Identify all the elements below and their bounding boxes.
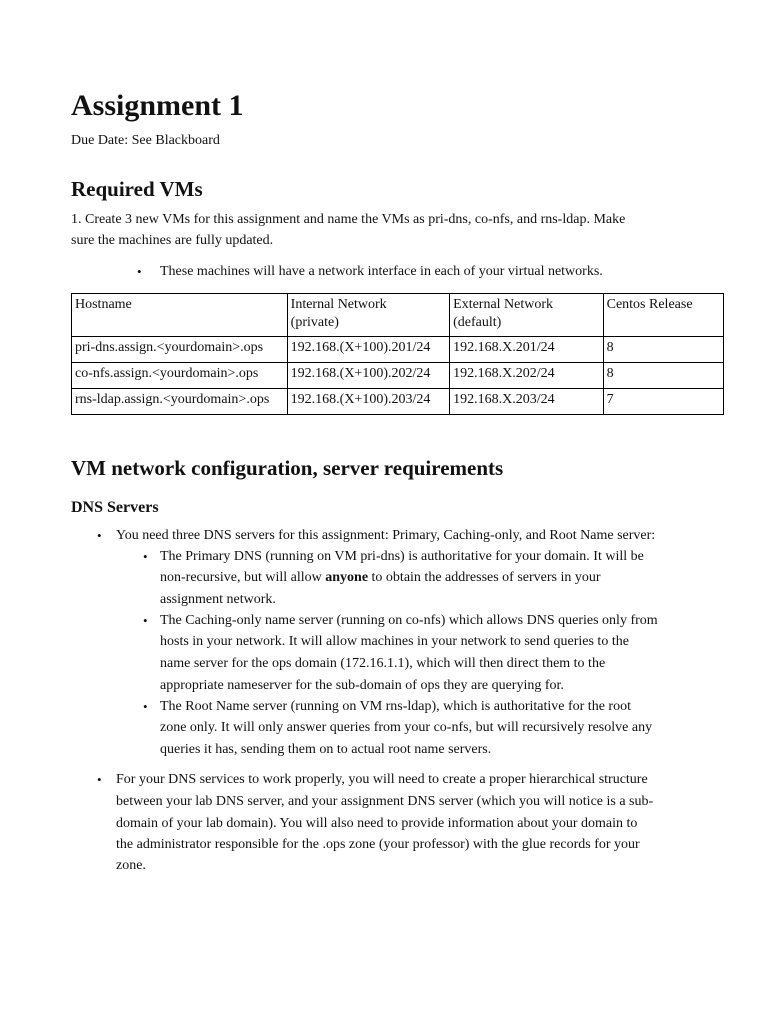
document-title: Assignment 1 <box>71 89 244 122</box>
caching-dns-line-4: appropriate nameserver for the sub-domain of ops they are querying for. <box>160 678 564 693</box>
primary-dns-text-b: to obtain the addresses of servers in your <box>368 570 601 585</box>
intro-line-2: sure the machines are fully updated. <box>71 233 274 248</box>
cell-hostname: co-nfs.assign.<yourdomain>.ops <box>72 363 288 389</box>
network-note: These machines will have a network interface in each of your virtual networks. <box>160 264 603 279</box>
cell-hostname: rns-ldap.assign.<yourdomain>.ops <box>72 389 288 415</box>
cell-external: 192.168.X.201/24 <box>450 337 603 363</box>
primary-dns-line-2 <box>160 567 601 588</box>
root-dns-line-1: The Root Name server (running on VM rns-ldap), which is authoritative for the root <box>160 699 631 714</box>
root-dns-line-3: queries it has, sending them on to actual root name servers. <box>160 742 492 757</box>
header-hostname: Hostname <box>72 294 288 337</box>
bullet-glyph: • <box>143 699 148 714</box>
dns-bullet-2-line-5: zone. <box>116 858 146 873</box>
vm-table <box>71 293 724 415</box>
bullet-glyph: • <box>97 772 102 787</box>
cell-external: 192.168.X.203/24 <box>450 389 603 415</box>
cell-internal: 192.168.(X+100).203/24 <box>287 389 449 415</box>
dns-servers-heading: DNS Servers <box>71 499 159 516</box>
cell-hostname: pri-dns.assign.<yourdomain>.ops <box>72 337 288 363</box>
cell-internal: 192.168.(X+100).201/24 <box>287 337 449 363</box>
bullet-glyph: • <box>137 264 142 279</box>
dns-bullet-1: You need three DNS servers for this assignment: Primary, Caching-only, and Root Name server: <box>116 528 656 543</box>
primary-dns-text-a: non-recursive, but will allow <box>160 570 326 585</box>
primary-dns-line-1: The Primary DNS (running on VM pri-dns) is authoritative for your domain. It will be <box>160 549 644 564</box>
cell-external: 192.168.X.202/24 <box>450 363 603 389</box>
header-internal-network: Internal Network (private) <box>287 294 449 337</box>
bullet-glyph: • <box>143 549 148 564</box>
intro-line-1: 1. Create 3 new VMs for this assignment and name the VMs as pri-dns, co-nfs, and rns-ldap. Make <box>71 212 626 227</box>
due-date: Due Date: See Blackboard <box>71 133 220 148</box>
dns-bullet-2-line-1: For your DNS services to work properly, you will need to create a proper hierarchical structure <box>116 772 648 787</box>
header-external-network: External Network (default) <box>450 294 603 337</box>
caching-dns-line-1: The Caching-only name server (running on co-nfs) which allows DNS queries only from <box>160 613 658 628</box>
root-dns-line-2: zone only. It will only answer queries from your co-nfs, but will recursively resolve any <box>160 720 653 735</box>
table-row <box>72 363 724 389</box>
bullet-glyph: • <box>143 613 148 628</box>
bullet-glyph: • <box>97 528 102 543</box>
caching-dns-line-2: hosts in your network. It will allow machines in your network to send queries to the <box>160 634 629 649</box>
cell-release: 7 <box>603 389 723 415</box>
anyone-emphasis: anyone <box>325 570 369 585</box>
dns-bullet-2-line-2: between your lab DNS server, and your assignment DNS server (which you will notice is a sub- <box>116 794 654 809</box>
caching-dns-line-3: name server for the ops domain (172.16.1.1), which will then direct them to the <box>160 656 606 671</box>
dns-bullet-2-line-4: the administrator responsible for the .ops zone (your professor) with the glue records for your <box>116 837 640 852</box>
cell-internal: 192.168.(X+100).202/24 <box>287 363 449 389</box>
dns-bullet-2-line-3: domain of your lab domain). You will also need to provide information about your domain to <box>116 816 638 831</box>
primary-dns-line-3: assignment network. <box>160 592 276 607</box>
table-row <box>72 337 724 363</box>
cell-release: 8 <box>603 337 723 363</box>
header-centos-release: Centos Release <box>603 294 723 337</box>
table-row <box>72 389 724 415</box>
network-config-heading: VM network configuration, server requirements <box>71 456 504 480</box>
cell-release: 8 <box>603 363 723 389</box>
table-header-row <box>72 294 724 337</box>
required-vms-heading: Required VMs <box>71 177 203 201</box>
